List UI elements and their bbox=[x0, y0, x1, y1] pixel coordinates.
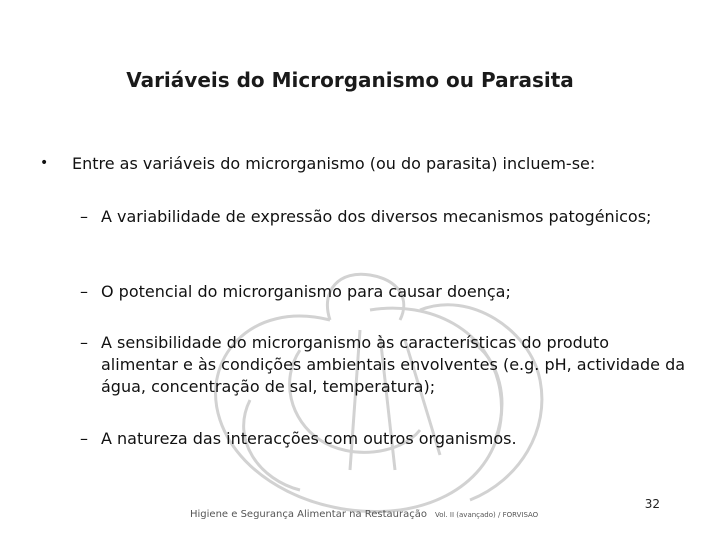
page-number: 32 bbox=[644, 497, 660, 511]
footer-text: Higiene e Segurança Alimentar na Restauração bbox=[190, 509, 427, 520]
dash-icon: – bbox=[80, 429, 88, 448]
footer-small-text: Vol. II (avançado) / FORVISAO bbox=[435, 511, 539, 519]
sub-item-text: A sensibilidade do microrganismo às características do produto alimentar e às condições ambientais envolventes (e.g. pH, actividade da água, concentração de sal, temperatura); bbox=[101, 333, 686, 396]
sub-item bbox=[80, 281, 690, 303]
dash-icon: – bbox=[80, 207, 88, 226]
main-bullet-text: Entre as variáveis do microrganismo (ou do parasita) incluem-se: bbox=[72, 154, 596, 173]
sub-item bbox=[80, 332, 690, 398]
sub-item-text: O potencial do microrganismo para causar doença; bbox=[101, 282, 511, 301]
footer bbox=[190, 509, 538, 520]
sub-item bbox=[80, 206, 690, 228]
bullet-icon: • bbox=[40, 155, 49, 171]
sub-item bbox=[80, 428, 690, 450]
sub-item-text: A variabilidade de expressão dos diversos mecanismos patogénicos; bbox=[101, 207, 652, 226]
dash-icon: – bbox=[80, 333, 88, 352]
dash-icon: – bbox=[80, 282, 88, 301]
sub-item-text: A natureza das interacções com outros organismos. bbox=[101, 429, 517, 448]
slide-title: Variáveis do Microrganismo ou Parasita bbox=[126, 68, 574, 92]
